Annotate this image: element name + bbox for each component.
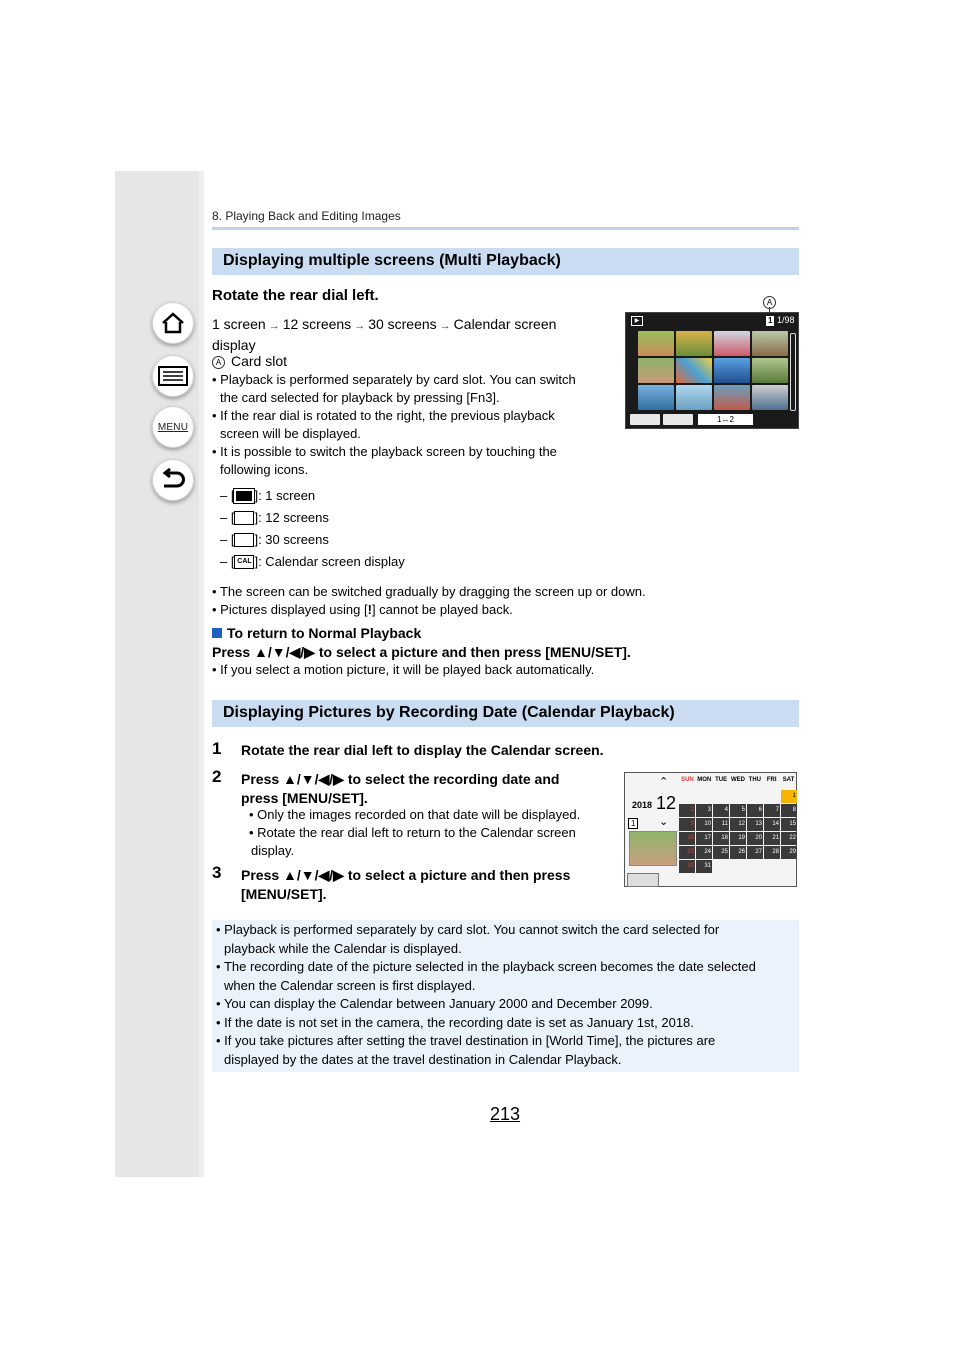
calendar-day-cell bbox=[747, 790, 763, 803]
bullet-text-cont: the card selected for playback by pressing [Fn3]. bbox=[220, 390, 500, 405]
icon-item-calendar[interactable]: – [ CAL ]: Calendar screen display bbox=[220, 554, 405, 569]
calendar-day-cell[interactable]: 19 bbox=[730, 832, 746, 845]
card-slot-legend bbox=[212, 352, 287, 371]
thumbnail[interactable] bbox=[638, 358, 674, 383]
multi-playback-screen bbox=[625, 312, 799, 429]
calendar-day-cell[interactable]: 11 bbox=[713, 818, 729, 831]
grid-30-icon bbox=[234, 533, 254, 547]
calendar-day-cell[interactable]: 7 bbox=[764, 804, 780, 817]
list-icon bbox=[158, 366, 188, 386]
image-counter: 1/98 bbox=[777, 315, 795, 325]
calendar-day-header: WED bbox=[730, 777, 745, 783]
grid-12-icon bbox=[234, 511, 254, 525]
thumbnail[interactable] bbox=[752, 385, 788, 410]
note-line: • You can display the Calendar between January 2000 and December 2099. bbox=[216, 995, 793, 1014]
note-line-cont: displayed by the dates at the travel destination in Calendar Playback. bbox=[224, 1051, 622, 1067]
calendar-day-cell[interactable]: 31 bbox=[696, 860, 712, 873]
bullet-text: • If the rear dial is rotated to the right, the previous playback bbox=[212, 407, 612, 425]
calendar-day-cell bbox=[730, 790, 746, 803]
scrollbar[interactable] bbox=[790, 333, 796, 411]
bullet-text-cont: display. bbox=[251, 843, 295, 858]
calendar-month: 12 bbox=[656, 793, 677, 813]
seq-calendar: Calendar screen bbox=[453, 316, 557, 332]
back-arrow-icon bbox=[159, 468, 187, 492]
icon-list bbox=[220, 485, 405, 573]
calendar-day-cell[interactable]: 20 bbox=[747, 832, 763, 845]
bullet-text: • Playback is performed separately by card slot. You can switch bbox=[212, 371, 612, 389]
calendar-day-cell[interactable]: 3 bbox=[696, 804, 712, 817]
calendar-day-cell[interactable]: 2 bbox=[679, 804, 695, 817]
motion-note: • If you select a motion picture, it will be played back automatically. bbox=[212, 661, 594, 679]
card-swap-icon[interactable]: 1↔2 bbox=[698, 414, 753, 425]
arrow-icon: → bbox=[439, 320, 451, 332]
home-button[interactable] bbox=[152, 302, 194, 344]
header-rule bbox=[212, 227, 799, 230]
screen-bottom-bar bbox=[628, 413, 794, 427]
calendar-day-cell[interactable]: 12 bbox=[730, 818, 746, 831]
step-1-text: Rotate the rear dial left to display the Calendar screen. bbox=[241, 742, 604, 758]
bullet-list-1 bbox=[212, 371, 612, 479]
calendar-day-cell[interactable]: 15 bbox=[781, 818, 797, 831]
single-screen-icon bbox=[234, 489, 254, 503]
step-3-text: Press ▲/▼/◀/▶ to select a picture and then press [MENU/SET]. bbox=[241, 867, 571, 902]
calendar-day-cell bbox=[764, 860, 780, 873]
chevron-up-icon[interactable]: ⌃ bbox=[659, 776, 669, 788]
calendar-year: 2018 bbox=[632, 800, 653, 810]
note-line: • If the date is not set in the camera, the recording date is set as January 1st, 2018. bbox=[216, 1014, 793, 1033]
arrow-icon: → bbox=[268, 320, 280, 332]
calendar-day-cell[interactable]: 26 bbox=[730, 846, 746, 859]
calendar-day-cell[interactable]: 6 bbox=[747, 804, 763, 817]
icon-item-30-screens[interactable]: – [ ]: 30 screens bbox=[220, 532, 329, 547]
calendar-day-cell bbox=[730, 860, 746, 873]
view-switch-icon[interactable] bbox=[627, 873, 659, 887]
section-title-multi-playback: Displaying multiple screens (Multi Playback) bbox=[212, 248, 799, 275]
step-heading: Rotate the rear dial left. bbox=[212, 287, 379, 304]
bullet-text-cont: following icons. bbox=[220, 462, 309, 477]
card-slot-icon: 1 bbox=[768, 316, 773, 325]
note-line-cont: playback while the Calendar is displayed. bbox=[224, 940, 462, 956]
bullet-text: • Pictures displayed using [!] cannot be played back. bbox=[212, 601, 799, 619]
screen-top-bar bbox=[626, 313, 798, 329]
thumbnail[interactable] bbox=[714, 385, 750, 410]
arrow-icon: → bbox=[354, 320, 366, 332]
calendar-day-cell[interactable]: 16 bbox=[679, 832, 695, 845]
calendar-day-cell[interactable]: 8 bbox=[781, 804, 797, 817]
thumbnail[interactable] bbox=[714, 358, 750, 383]
bullet-text-cont: screen will be displayed. bbox=[220, 426, 361, 441]
note-line-cont: when the Calendar screen is first displayed. bbox=[224, 977, 476, 993]
calendar-day-header: FRI bbox=[766, 777, 777, 783]
home-icon bbox=[160, 311, 186, 335]
thumbnail[interactable] bbox=[676, 358, 712, 383]
seq-calendar-cont: display bbox=[212, 337, 256, 353]
calendar-day-header: SAT bbox=[782, 777, 795, 783]
calendar-day-cell[interactable]: 13 bbox=[747, 818, 763, 831]
thumbnail[interactable] bbox=[638, 385, 674, 410]
step-number: 3 bbox=[212, 863, 222, 882]
calendar-day-cell bbox=[679, 790, 695, 803]
thumbnail-grid bbox=[638, 331, 790, 411]
calendar-day-header: THU bbox=[748, 777, 762, 783]
calendar-day-cell bbox=[747, 860, 763, 873]
warning-icon: ! bbox=[367, 602, 372, 617]
seq-1-screen: 1 screen bbox=[212, 316, 266, 332]
chapter-title: 8. Playing Back and Editing Images bbox=[212, 209, 401, 223]
thumbnail[interactable] bbox=[676, 385, 712, 410]
calendar-day-cell[interactable]: 21 bbox=[764, 832, 780, 845]
calendar-day-cell[interactable]: 29 bbox=[781, 846, 797, 859]
calendar-day-cell[interactable]: 1 bbox=[781, 790, 797, 803]
calendar-day-cell[interactable]: 17 bbox=[696, 832, 712, 845]
calendar-day-cell bbox=[713, 860, 729, 873]
calendar-grid bbox=[679, 790, 797, 873]
calendar-day-cell[interactable]: 5 bbox=[730, 804, 746, 817]
thumbnail[interactable] bbox=[752, 358, 788, 383]
calendar-day-cell[interactable]: 10 bbox=[696, 818, 712, 831]
calendar-day-cell[interactable]: 28 bbox=[764, 846, 780, 859]
seq-30-screens: 30 screens bbox=[368, 316, 437, 332]
notes-box bbox=[212, 920, 799, 1072]
icon-item-1-screen[interactable]: – [ ]: 1 screen bbox=[220, 488, 316, 503]
play-icon: ▶ bbox=[631, 316, 643, 326]
icon-item-12-screens[interactable]: – [ ]: 12 screens bbox=[220, 510, 329, 525]
selected-thumbnail[interactable] bbox=[629, 831, 677, 866]
note-line: • Playback is performed separately by card slot. You cannot switch the card selected for bbox=[216, 921, 793, 940]
thumbnail[interactable] bbox=[638, 331, 674, 356]
screen-sequence bbox=[212, 315, 612, 355]
calendar-day-headers bbox=[679, 777, 797, 783]
marker-a-callout: A bbox=[763, 294, 782, 312]
calendar-day-header: MON bbox=[697, 777, 712, 783]
thumbnail[interactable] bbox=[676, 331, 712, 356]
calendar-day-header: TUE bbox=[715, 777, 728, 783]
calendar-day-cell[interactable]: 27 bbox=[747, 846, 763, 859]
back-button[interactable] bbox=[152, 459, 194, 501]
bullet-text: • The screen can be switched gradually by dragging the screen up or down. bbox=[212, 583, 799, 601]
calendar-day-cell bbox=[764, 790, 780, 803]
card-slot-label: Card slot bbox=[231, 353, 288, 369]
calendar-day-cell[interactable]: 4 bbox=[713, 804, 729, 817]
step-2-text: Press ▲/▼/◀/▶ to select the recording date and press [MENU/SET]. bbox=[241, 771, 560, 806]
calendar-day-cell[interactable]: 30 bbox=[679, 860, 695, 873]
step-number: 2 bbox=[212, 767, 222, 786]
seq-12-screens: 12 screens bbox=[282, 316, 352, 332]
calendar-day-cell[interactable]: 25 bbox=[713, 846, 729, 859]
menu-button[interactable] bbox=[152, 406, 194, 448]
calendar-day-header: SUN bbox=[681, 777, 694, 783]
section-title-calendar-playback: Displaying Pictures by Recording Date (Calendar Playback) bbox=[212, 700, 799, 727]
contents-button[interactable] bbox=[152, 355, 194, 397]
calendar-day-cell[interactable]: 9 bbox=[679, 818, 695, 831]
view-switch-30-icon[interactable] bbox=[630, 414, 660, 425]
calendar-day-cell[interactable]: 22 bbox=[781, 832, 797, 845]
bullet-text: • It is possible to switch the playback screen by touching the bbox=[212, 443, 612, 461]
square-bullet-icon bbox=[212, 628, 222, 638]
calendar-day-cell[interactable]: 24 bbox=[696, 846, 712, 859]
bullet-text: • Only the images recorded on that date will be displayed. bbox=[241, 806, 611, 824]
return-heading: To return to Normal Playback bbox=[212, 625, 421, 641]
calendar-day-cell bbox=[696, 790, 712, 803]
thumbnail[interactable] bbox=[714, 331, 750, 356]
note-line: • If you take pictures after setting the travel destination in [World Time], the pictures are bbox=[216, 1032, 793, 1051]
press-instruction: Press ▲/▼/◀/▶ to select a picture and then press [MENU/SET]. bbox=[212, 644, 631, 660]
calendar-day-cell bbox=[713, 790, 729, 803]
step-2-bullets bbox=[241, 806, 611, 860]
calendar-screen bbox=[624, 772, 797, 887]
calendar-day-cell[interactable]: 23 bbox=[679, 846, 695, 859]
calendar-day-cell bbox=[781, 860, 797, 873]
bullet-list-2 bbox=[212, 583, 799, 619]
card-slot-icon: 1 bbox=[628, 818, 638, 829]
calendar-day-cell[interactable]: 14 bbox=[764, 818, 780, 831]
page-number[interactable]: 213 bbox=[490, 1104, 521, 1124]
step-number: 1 bbox=[212, 739, 222, 758]
menu-label: MENU bbox=[157, 421, 189, 433]
note-line: • The recording date of the picture selected in the playback screen becomes the date selected bbox=[216, 958, 793, 977]
chevron-down-icon[interactable]: ⌃ bbox=[659, 814, 669, 826]
marker-a: A bbox=[212, 356, 225, 369]
calendar-day-cell[interactable]: 18 bbox=[713, 832, 729, 845]
thumbnail[interactable] bbox=[752, 331, 788, 356]
bullet-text: • Rotate the rear dial left to return to the Calendar screen bbox=[241, 824, 611, 842]
view-switch-1-icon[interactable] bbox=[663, 414, 693, 425]
calendar-icon: CAL bbox=[234, 555, 254, 569]
